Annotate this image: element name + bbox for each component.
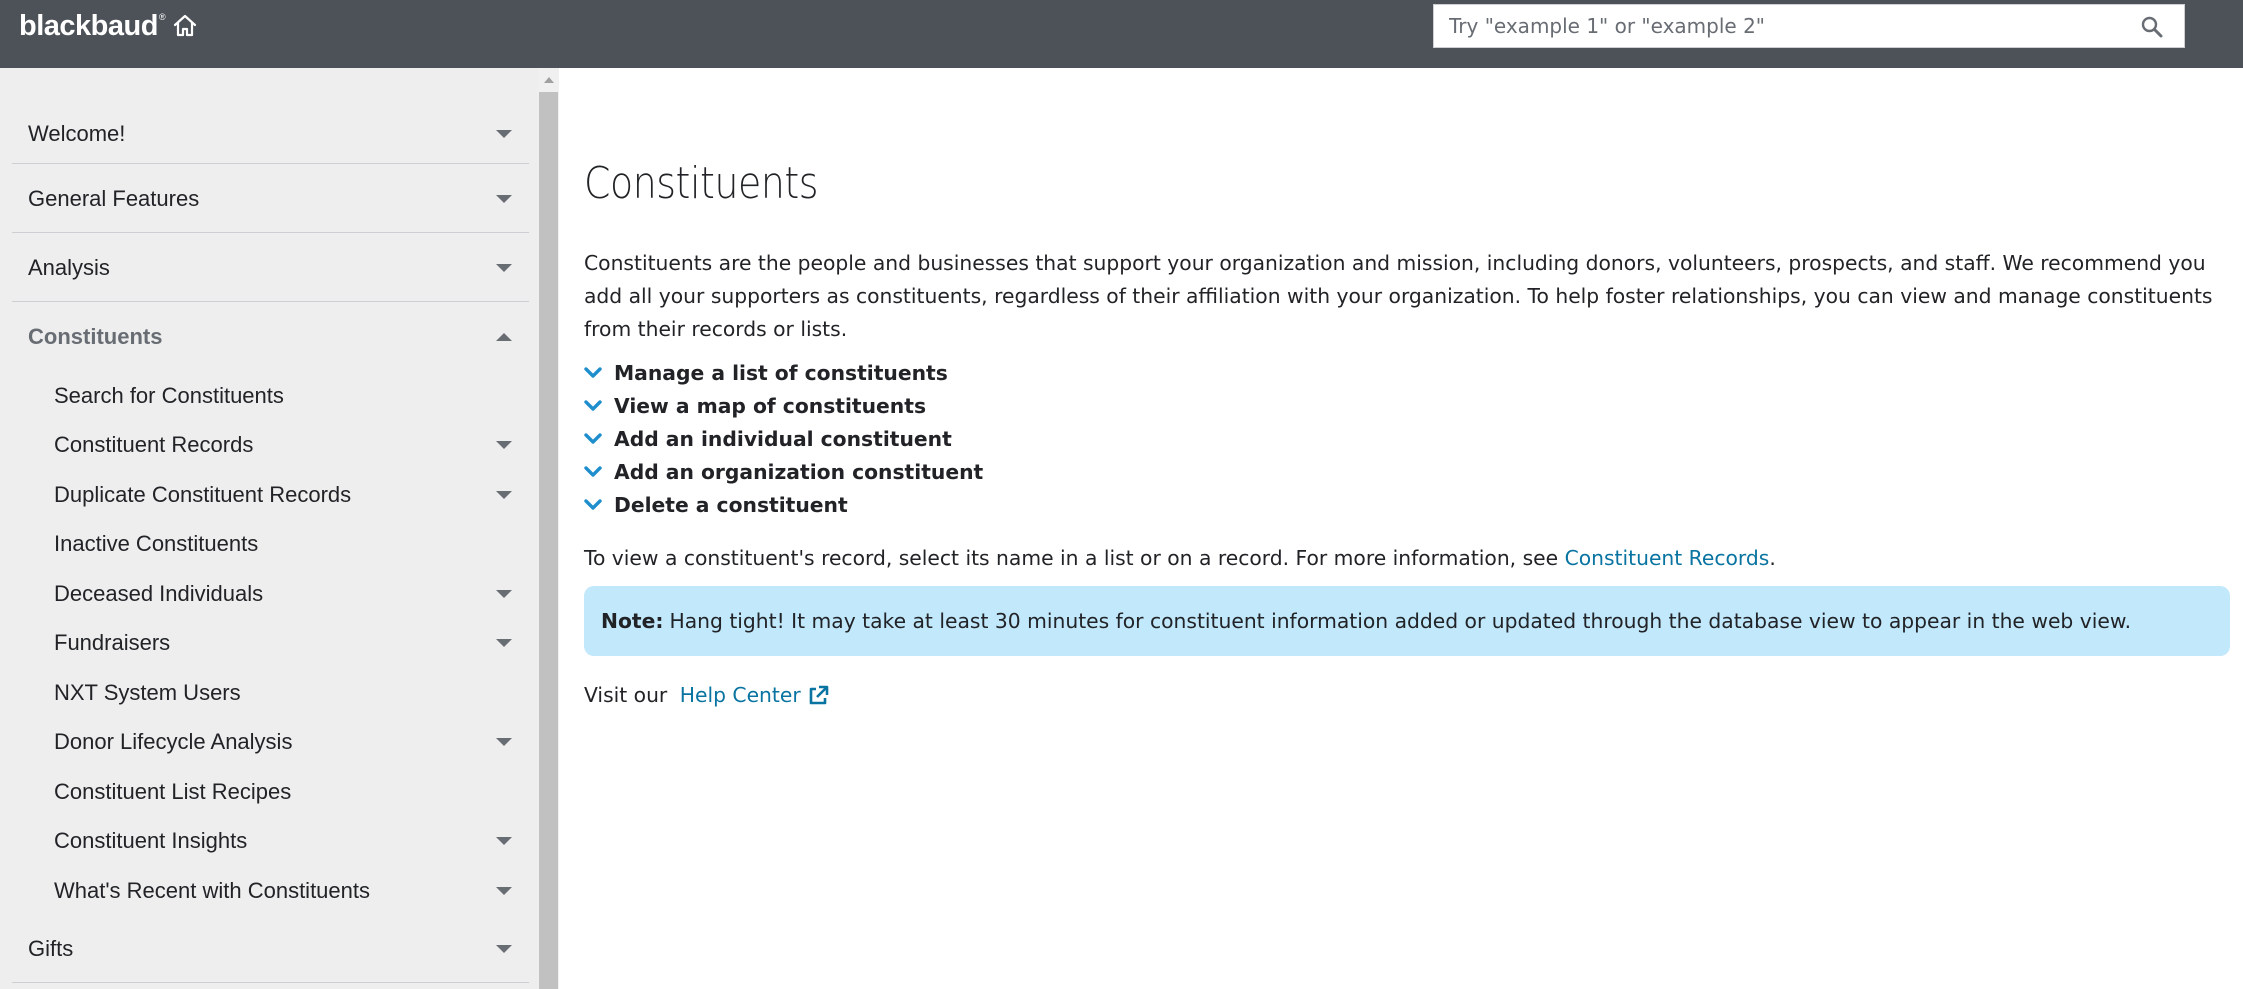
- sidebar-subitem-constituent-records[interactable]: [12, 420, 529, 469]
- chevron-down-icon: [496, 837, 512, 845]
- sidebar-subitem-label: Fundraisers: [54, 629, 171, 655]
- sidebar-item-label: General Features: [28, 185, 200, 211]
- chevron-down-icon: [584, 366, 602, 380]
- chevron-down-icon: [584, 432, 602, 446]
- expander-label: View a map of constituents: [614, 393, 927, 418]
- record-info-period: .: [1769, 546, 1776, 570]
- sidebar-item-label: Gifts: [28, 935, 74, 961]
- note-text: Hang tight! It may take at least 30 minutes for constituent information added or updated through the database view to appear in the web view.: [669, 609, 2132, 633]
- intro-paragraph: Constituents are the people and businesses that support your organization and mission, including donors, volunteers, prospects, and staff. We recommend you add all your supporters as constituents, regardless of their affiliation with your organization. To help foster relationships, you can view and manage constituents from their records or lists.: [584, 251, 2213, 341]
- sidebar-subitem-label: Constituent Records: [54, 431, 254, 457]
- sidebar-subitem-deceased-individuals[interactable]: [12, 569, 529, 618]
- expander-add-individual[interactable]: [584, 422, 983, 455]
- sidebar-subitem-label: Search for Constituents: [54, 382, 284, 408]
- chevron-down-icon: [496, 590, 512, 598]
- chevron-down-icon: [496, 945, 512, 953]
- sidebar-subitem-label: Donor Lifecycle Analysis: [54, 728, 293, 754]
- search-icon[interactable]: [2140, 15, 2164, 39]
- chevron-down-icon: [496, 264, 512, 272]
- sidebar-subitem-label: Constituent List Recipes: [54, 778, 292, 804]
- note-label: Note:: [601, 609, 664, 633]
- top-bar: [0, 0, 2243, 68]
- chevron-down-icon: [496, 130, 512, 138]
- sidebar-subitem-constituent-list-recipes[interactable]: [12, 767, 529, 816]
- expander-list: [584, 356, 983, 521]
- expander-manage-list[interactable]: [584, 356, 983, 389]
- sidebar-item-general-features[interactable]: [12, 165, 529, 233]
- search-input[interactable]: [1434, 5, 2124, 47]
- sidebar-subitem-inactive-constituents[interactable]: [12, 519, 529, 568]
- chevron-down-icon: [496, 195, 512, 203]
- sidebar-item-analysis[interactable]: [12, 234, 529, 302]
- sidebar-subitem-search-for-constituents[interactable]: [12, 371, 529, 420]
- brand-logo[interactable]: [19, 10, 199, 42]
- sidebar-item-welcome[interactable]: [12, 104, 529, 164]
- expander-delete-constituent[interactable]: [584, 488, 983, 521]
- expander-view-map[interactable]: [584, 389, 983, 422]
- chevron-down-icon: [584, 465, 602, 479]
- sidebar-subitem-duplicate-constituent-records[interactable]: [12, 470, 529, 519]
- sidebar-item-label: Welcome!: [28, 120, 126, 146]
- sidebar-scrollbar[interactable]: [538, 68, 559, 989]
- chevron-down-icon: [496, 738, 512, 746]
- note-callout: [584, 586, 2230, 656]
- sidebar-subitem-nxt-system-users[interactable]: [12, 668, 529, 717]
- record-info-paragraph: [584, 542, 1776, 575]
- sidebar-subitem-label: Duplicate Constituent Records: [54, 481, 352, 507]
- sidebar-subitem-constituent-insights[interactable]: [12, 816, 529, 865]
- chevron-down-icon: [584, 498, 602, 512]
- help-center-link[interactable]: Help Center: [679, 683, 801, 707]
- search-box: [1433, 4, 2185, 48]
- brand-name: blackbaud: [19, 10, 158, 42]
- expander-label: Delete a constituent: [614, 492, 848, 517]
- chevron-down-icon: [496, 441, 512, 449]
- constituent-records-link[interactable]: Constituent Records: [1564, 546, 1770, 570]
- page-title: Constituents: [584, 158, 819, 209]
- expander-add-organization[interactable]: [584, 455, 983, 488]
- sidebar-subitem-label: NXT System Users: [54, 679, 241, 705]
- chevron-down-icon: [496, 491, 512, 499]
- sidebar-subitem-label: Inactive Constituents: [54, 530, 259, 556]
- main-content: [559, 68, 2243, 989]
- expander-label: Add an organization constituent: [614, 459, 984, 484]
- external-link-icon[interactable]: [807, 685, 829, 707]
- sidebar-nav: [0, 68, 538, 989]
- scrollbar-thumb[interactable]: [539, 92, 558, 989]
- sidebar-subitem-fundraisers[interactable]: [12, 618, 529, 667]
- sidebar-item-constituents[interactable]: [12, 303, 529, 371]
- record-info-text: To view a constituent's record, select its name in a list or on a record. For more information, see: [584, 546, 1565, 570]
- visit-text: Visit our: [584, 683, 674, 707]
- scroll-up-arrow-icon[interactable]: [544, 77, 554, 83]
- sidebar-subitem-label: Constituent Insights: [54, 827, 248, 853]
- sidebar-item-label: Constituents: [28, 324, 163, 349]
- sidebar-subitem-label: What's Recent with Constituents: [54, 877, 371, 903]
- sidebar-subitem-donor-lifecycle-analysis[interactable]: [12, 717, 529, 766]
- expander-label: Add an individual constituent: [614, 426, 952, 451]
- home-icon[interactable]: [171, 12, 199, 40]
- chevron-down-icon: [496, 639, 512, 647]
- sidebar-subitem-label: Deceased Individuals: [54, 580, 264, 606]
- chevron-up-icon: [496, 333, 512, 341]
- sidebar-item-gifts[interactable]: [12, 915, 529, 983]
- chevron-down-icon: [496, 887, 512, 895]
- sidebar-subitem-whats-recent[interactable]: [12, 866, 529, 915]
- chevron-down-icon: [584, 399, 602, 413]
- registered-mark: ®: [158, 12, 166, 22]
- sidebar-item-label: Analysis: [28, 254, 110, 280]
- help-center-line: [584, 679, 829, 712]
- expander-label: Manage a list of constituents: [614, 360, 948, 385]
